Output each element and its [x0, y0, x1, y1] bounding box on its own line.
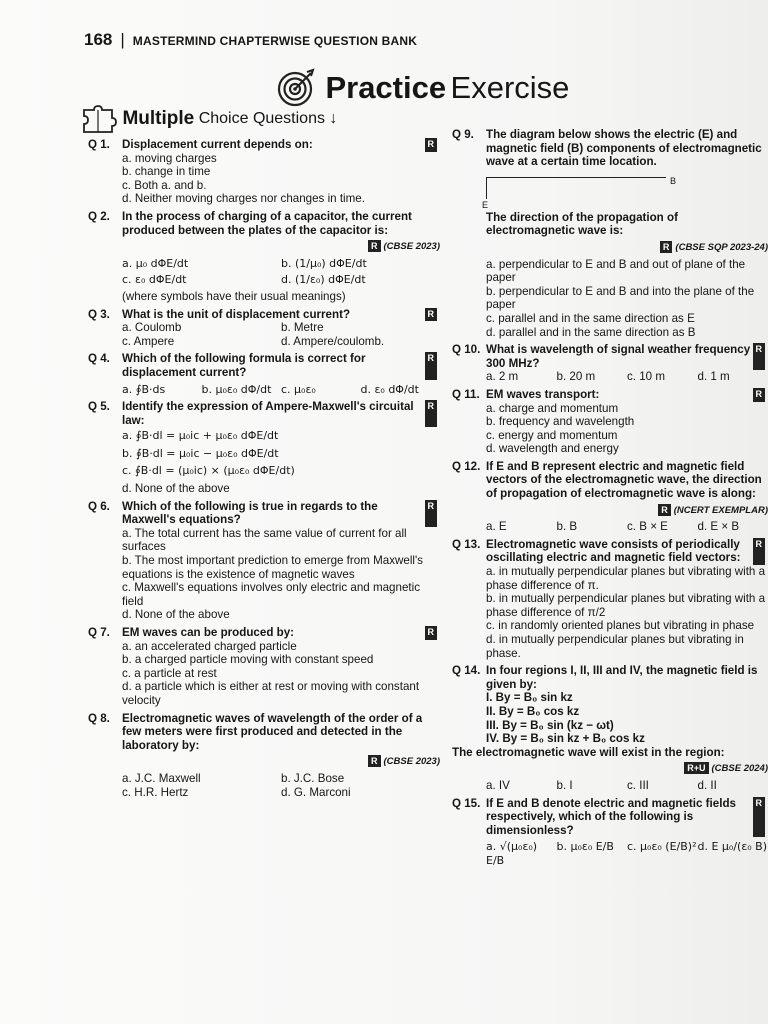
option-b: b. Metre: [281, 321, 324, 335]
question-text: What is the unit of displacement current?: [122, 307, 351, 321]
option-b: b. μ₀ε₀ E/B: [556, 840, 614, 854]
option-d: d. II: [697, 778, 717, 792]
option-d: d. in mutually perpendicular planes but vibrating in phase.: [486, 633, 744, 660]
option-b: b. J.C. Bose: [281, 771, 345, 785]
puzzle-icon: [80, 104, 118, 134]
question-8: [88, 712, 440, 800]
option-b: b. The most important prediction to emerge from Maxwell's equations is the existence of magnetic waves: [122, 554, 423, 581]
option-c: c. ∮B·dl = (μ₀ic) × (μ₀ε₀ dΦE/dt): [122, 464, 295, 478]
question-text-2: The electromagnetic wave will exist in the region:: [452, 745, 725, 759]
difficulty-tag: R: [658, 504, 671, 516]
option-c: c. III: [627, 778, 649, 792]
question-text: Which of the following formula is correct for displacement current?: [122, 352, 366, 379]
question-number: Q 7.: [88, 626, 110, 639]
source-label: (CBSE 2023): [383, 756, 440, 768]
option-a: a. √(μ₀ε₀) E/B: [486, 840, 538, 867]
option-a: a. Coulomb: [122, 321, 182, 335]
option-a: a. perpendicular to E and B and out of plane of the paper: [486, 257, 746, 285]
difficulty-tag: R: [425, 626, 438, 640]
question-text-2: The direction of the propagation of electromagnetic wave is:: [486, 210, 678, 238]
option-a: a. moving charges: [122, 151, 217, 165]
option-c: c. Both a. and b.: [122, 178, 207, 192]
title-light: Exercise: [450, 70, 570, 105]
question-text: In the process of charging of a capacitor, the current produced between the plates of the capacitor is:: [122, 209, 412, 237]
right-column: [452, 128, 768, 872]
option-c: c. 10 m: [627, 370, 666, 384]
question-13: [452, 538, 768, 660]
question-number: Q 10.: [452, 343, 481, 357]
option-d: d. None of the above: [122, 608, 230, 622]
question-number: Q 5.: [88, 400, 110, 414]
header-separator: |: [120, 30, 125, 49]
left-column: [88, 138, 440, 803]
field-diagram: [482, 173, 768, 210]
option-b: b. μ₀ε₀ dΦ/dt: [201, 382, 272, 396]
mcq-heading: [80, 104, 337, 134]
question-number: Q 15.: [452, 796, 481, 810]
heading-rest: Choice Questions ↓: [198, 110, 338, 127]
option-c: c. B × E: [627, 520, 668, 534]
option-d: d. 1 m: [697, 370, 730, 384]
option-b: b. perpendicular to E and B and into the plane of the paper: [486, 284, 755, 312]
option-a: a. 2 m: [486, 370, 519, 384]
source-label: (CBSE 2023): [383, 241, 440, 253]
question-text: Electromagnetic wave consists of periodically oscillating electric and magnetic field vectors:: [486, 537, 741, 565]
e-label: E: [482, 199, 489, 210]
question-3: [88, 308, 440, 349]
option-c: c. a particle at rest: [122, 666, 217, 680]
question-number: Q 3.: [88, 307, 110, 321]
option-d: d. Neither moving charges nor changes in time.: [122, 192, 365, 206]
question-note: (where symbols have their usual meanings): [122, 289, 346, 303]
option-a: a. an accelerated charged particle: [122, 639, 297, 653]
difficulty-tag: R: [753, 797, 766, 838]
question-14: [452, 664, 768, 792]
region-4: IV. By = B₀ sin kz + B₀ cos kz: [486, 732, 645, 746]
question-number: Q 6.: [88, 499, 110, 513]
question-number: Q 1.: [88, 138, 110, 151]
question-text: Identify the expression of Ampere-Maxwell's circuital law:: [122, 400, 414, 427]
option-b: b. I: [556, 778, 573, 792]
option-a: a. charge and momentum: [486, 401, 619, 415]
option-d: d. E μ₀/(ε₀ B): [697, 840, 768, 854]
option-c: c. in randomly oriented planes but vibrating in phase: [486, 619, 755, 633]
page-header: [84, 30, 417, 50]
option-c: c. energy and momentum: [486, 428, 618, 442]
difficulty-tag: R: [425, 138, 438, 152]
book-title: MASTERMIND CHAPTERWISE QUESTION BANK: [132, 34, 418, 48]
question-text: If E and B denote electric and magnetic fields respectively, which of the following is dimensionless?: [486, 796, 736, 837]
option-c: c. ε₀ dΦE/dt: [122, 273, 187, 287]
option-b: b. frequency and wavelength: [486, 415, 635, 429]
question-text: The diagram below shows the electric (E) and magnetic field (B) components of electromagnetic wave at a certain time location.: [486, 128, 762, 169]
difficulty-tag: R: [425, 500, 438, 527]
target-icon: [275, 68, 315, 108]
question-text: Which of the following is true in regards to the Maxwell's equations?: [122, 499, 378, 527]
question-text: In four regions I, II, III and IV, the magnetic field is given by:: [486, 664, 758, 691]
question-number: Q 2.: [88, 209, 110, 223]
difficulty-tag: R: [425, 400, 438, 427]
option-c: c. μ₀ε₀: [281, 382, 316, 396]
option-b: b. 20 m: [556, 370, 596, 384]
difficulty-tag: R: [425, 352, 438, 379]
e-field-arrow: [486, 177, 487, 199]
region-3: III. By = B₀ sin (kz − ωt): [486, 718, 614, 732]
question-text: EM waves can be produced by:: [122, 626, 295, 639]
question-11: [452, 388, 768, 456]
option-b: b. ∮B·dl = μ₀ic − μ₀ε₀ dΦE/dt: [122, 446, 279, 460]
question-number: Q 12.: [452, 459, 481, 473]
option-b: b. a charged particle moving with constant speed: [122, 653, 374, 667]
option-d: d. ε₀ dΦ/dt: [360, 382, 419, 396]
option-d: d. G. Marconi: [281, 785, 351, 799]
option-c: c. H.R. Hertz: [122, 785, 189, 799]
question-text: Displacement current depends on:: [122, 138, 313, 151]
difficulty-tag: R: [753, 538, 766, 565]
title-bold: Practice: [325, 70, 447, 105]
difficulty-tag: R: [368, 755, 381, 767]
question-number: Q 9.: [452, 128, 474, 141]
option-a: a. E: [486, 520, 507, 534]
question-4: [88, 352, 440, 396]
option-b: b. B: [556, 520, 578, 534]
difficulty-tag: R: [753, 343, 766, 370]
difficulty-tag: R: [660, 241, 673, 253]
option-a: a. IV: [486, 778, 510, 792]
difficulty-tag: R: [425, 308, 438, 322]
option-a: a. J.C. Maxwell: [122, 771, 201, 785]
difficulty-tag: R: [753, 388, 766, 402]
question-10: [452, 343, 768, 384]
source-label: (CBSE 2024): [711, 763, 768, 775]
option-b: b. (1/μ₀) dΦE/dt: [281, 256, 367, 270]
page-number: 168: [84, 30, 113, 49]
source-label: (CBSE SQP 2023-24): [675, 241, 768, 253]
question-12: [452, 460, 768, 534]
option-b: b. in mutually perpendicular planes but vibrating with a phase difference of π/2: [486, 592, 766, 619]
question-1: [88, 138, 440, 206]
b-field-arrow: [486, 177, 666, 178]
question-2: [88, 210, 440, 304]
question-number: Q 14.: [452, 664, 481, 678]
question-number: Q 13.: [452, 537, 481, 551]
region-2: II. By = B₀ cos kz: [486, 704, 580, 718]
source-label: (NCERT EXEMPLAR): [673, 504, 768, 516]
option-d: d. a particle which is either at rest or moving with constant velocity: [122, 680, 420, 707]
option-c: c. μ₀ε₀ (E/B)²: [627, 840, 697, 854]
question-15: [452, 797, 768, 868]
question-text: If E and B represent electric and magnetic field vectors of the electromagnetic wave, the direction of propagation of electromagnetic wave is along:: [486, 459, 762, 501]
option-a: a. The total current has the same value of current for all surfaces: [122, 526, 407, 554]
option-c: c. parallel and in the same direction as E: [486, 311, 695, 325]
region-1: I. By = B₀ sin kz: [486, 691, 573, 705]
option-d: d. parallel and in the same direction as B: [486, 325, 696, 339]
option-c: c. Maxwell's equations involves only electric and magnetic field: [122, 581, 420, 608]
option-a: a. ∮B·ds: [122, 382, 166, 396]
question-number: Q 8.: [88, 711, 110, 725]
option-a: a. ∮B·dl = μ₀ic + μ₀ε₀ dΦE/dt: [122, 429, 279, 443]
question-text: EM waves transport:: [486, 387, 600, 401]
question-6: [88, 500, 440, 622]
section-title: [275, 68, 569, 108]
question-7: [88, 626, 440, 708]
option-b: b. change in time: [122, 165, 211, 179]
option-d: d. wavelength and energy: [486, 442, 619, 456]
option-d: d. None of the above: [122, 482, 230, 496]
question-text: What is wavelength of signal weather frequency 300 MHz?: [486, 343, 751, 370]
option-d: d. (1/ε₀) dΦE/dt: [281, 273, 366, 287]
question-9: [452, 128, 768, 339]
b-label: B: [670, 175, 677, 186]
question-number: Q 4.: [88, 352, 110, 366]
question-number: Q 11.: [452, 387, 480, 401]
question-text: Electromagnetic waves of wavelength of the order of a few meters were first produced and detected in the laboratory by:: [122, 711, 423, 752]
question-5: [88, 400, 440, 496]
option-d: d. Ampere/coulomb.: [281, 334, 385, 348]
option-a: a. in mutually perpendicular planes but vibrating with a phase difference of π.: [486, 565, 766, 592]
option-d: d. E × B: [697, 520, 740, 534]
heading-bold: Multiple: [122, 108, 195, 129]
option-a: a. μ₀ dΦE/dt: [122, 256, 189, 270]
option-c: c. Ampere: [122, 334, 175, 348]
difficulty-tag: R: [368, 240, 381, 252]
difficulty-tag: R+U: [684, 762, 708, 774]
